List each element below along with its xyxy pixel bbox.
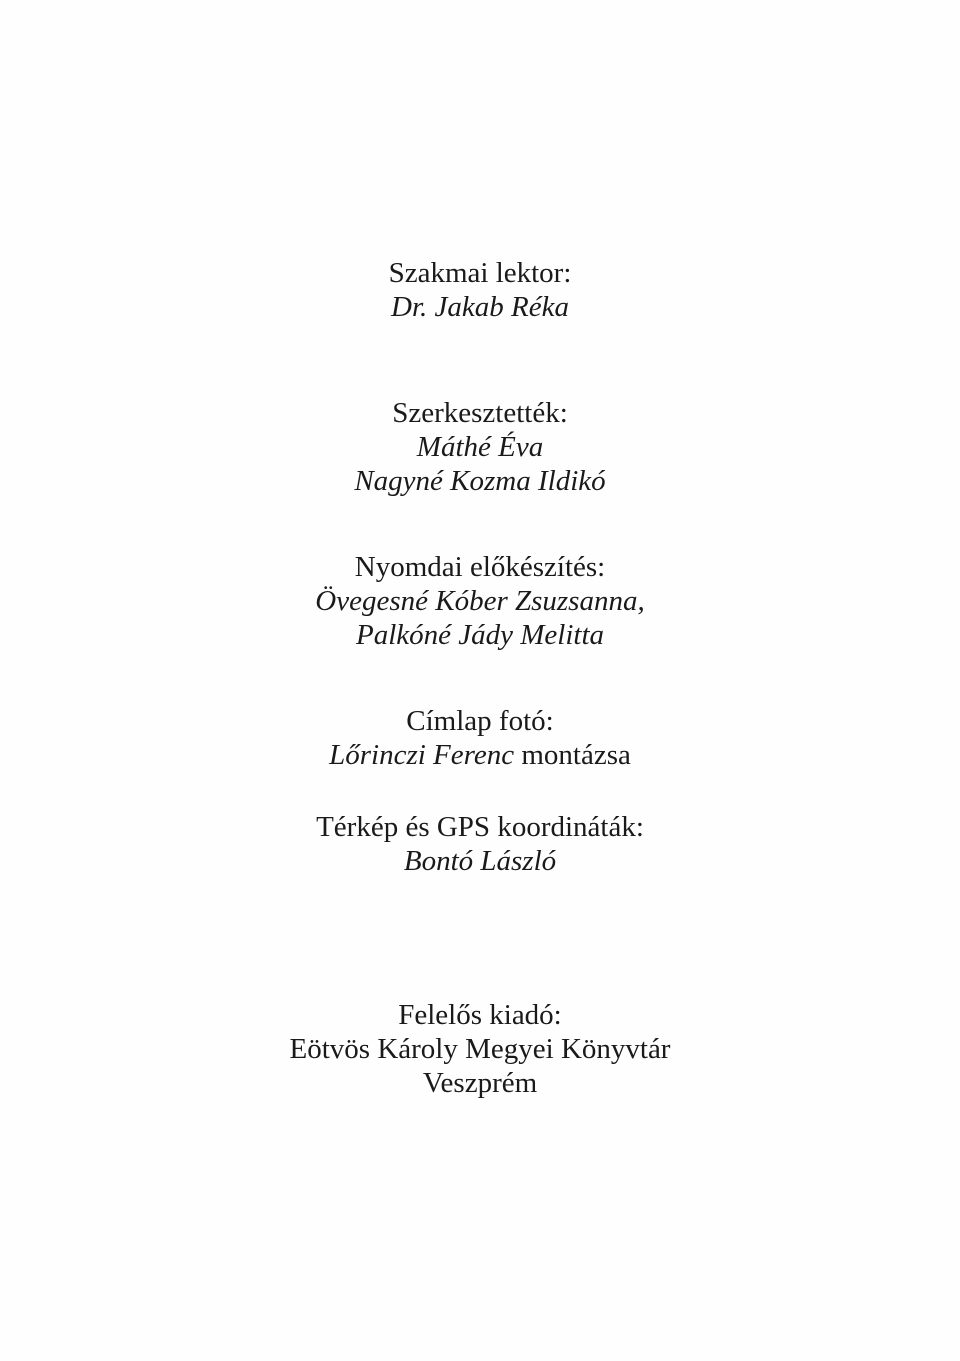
map-gps-name: Bontó László [403,845,557,877]
publisher-label: Felelős kiadó: [398,999,562,1031]
editor-name: Nagyné Kozma Ildikó [354,465,606,497]
editors-label: Szerkesztették: [392,397,568,429]
editor-name: Máthé Éva [416,431,544,463]
lektor-label: Szakmai lektor: [388,257,572,289]
prepress-name: Övegesné Kóber Zsuzsanna, [315,585,645,617]
prepress-label: Nyomdai előkészítés: [354,551,606,583]
publisher-name: Eötvös Károly Megyei Könyvtár [289,1033,671,1065]
cover-photo-credit [0,738,960,772]
cover-photo-suffix: montázsa [514,739,631,771]
prepress-name: Palkóné Jády Melitta [355,619,604,651]
cover-photo-label: Címlap fotó: [406,705,554,737]
publisher-city: Veszprém [422,1067,538,1099]
map-gps-label: Térkép és GPS koordináták: [316,811,644,843]
cover-photo-author: Lőrinczi Ferenc [329,739,515,771]
lektor-name: Dr. Jakab Réka [391,291,569,323]
